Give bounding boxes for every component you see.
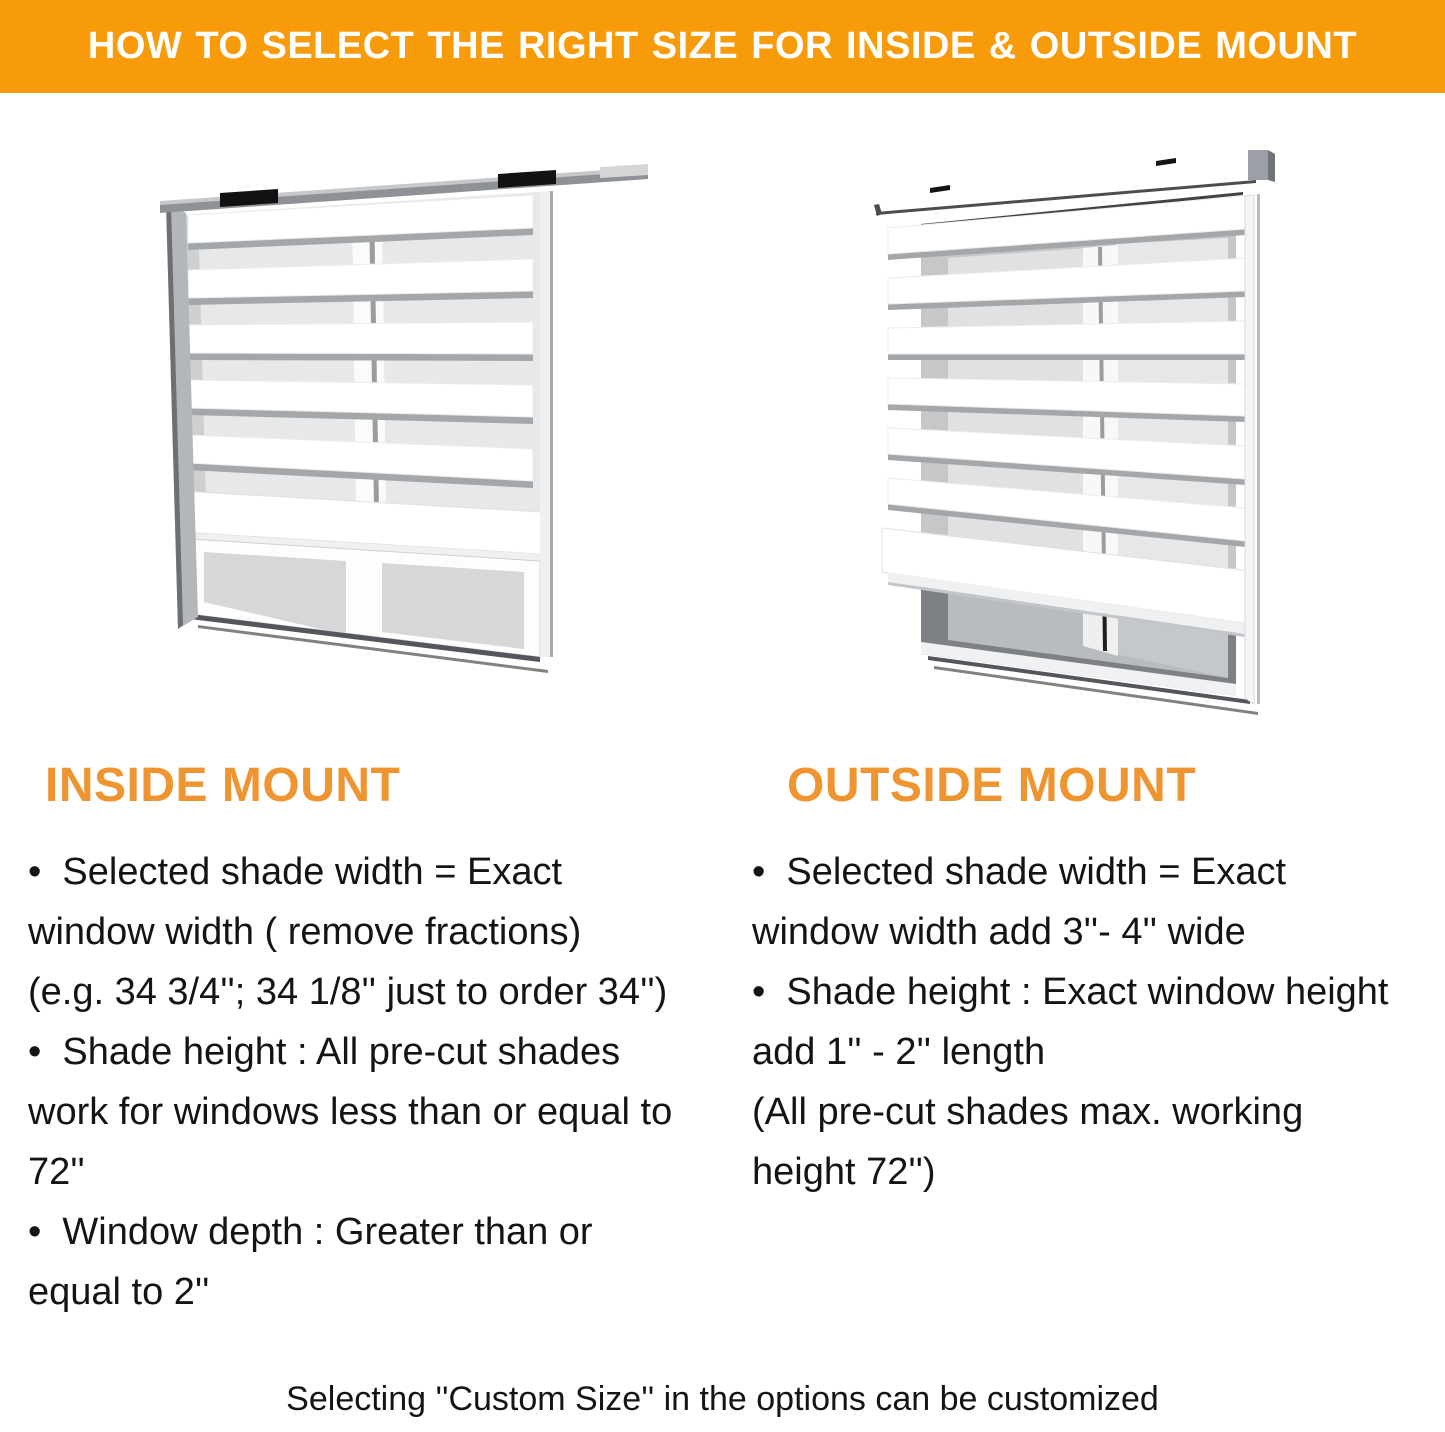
outside-mount-window-drawing: [868, 148, 1323, 748]
text-line: window width add 3''- 4'' wide: [752, 911, 1246, 953]
banner: [0, 0, 1445, 93]
shade-side-rail: [1245, 194, 1260, 704]
text-line: • Window depth : Greater than or: [28, 1211, 593, 1253]
text-line: window width ( remove fractions): [28, 911, 582, 953]
inside-mount-illustration: [140, 155, 670, 745]
text-line: • Selected shade width = Exact: [28, 851, 563, 893]
text-line: • Selected shade width = Exact: [752, 851, 1287, 893]
text-line: (All pre-cut shades max. working: [752, 1091, 1304, 1133]
window-lower-section: [190, 539, 548, 673]
custom-size-note: Selecting ''Custom Size'' in the options can be customized: [286, 1380, 1159, 1418]
inside-mount-heading: INSIDE MOUNT: [45, 759, 401, 812]
mounting-bracket: [1248, 150, 1268, 180]
text-line: (e.g. 34 3/4''; 34 1/8'' just to order 34''): [28, 971, 668, 1013]
window-right-edge: [540, 191, 553, 657]
inside-mount-window-drawing: [140, 155, 670, 745]
outside-mount-heading: OUTSIDE MOUNT: [787, 759, 1197, 812]
inside-mount-instructions: [28, 842, 708, 1322]
text-line: add 1'' - 2'' length: [752, 1031, 1046, 1073]
text-line: 72'': [28, 1151, 85, 1193]
screw: [930, 185, 950, 193]
text-line: equal to 2'': [28, 1271, 210, 1313]
text-line: height 72''): [752, 1151, 936, 1193]
text-line: • Shade height : Exact window height: [752, 971, 1389, 1013]
outside-mount-illustration: [868, 148, 1323, 748]
text-line: work for windows less than or equal to: [28, 1091, 673, 1133]
screw: [1156, 158, 1176, 166]
outside-mount-instructions: [752, 842, 1445, 1202]
banner-title: HOW TO SELECT THE RIGHT SIZE FOR INSIDE & OUTSIDE MOUNT: [87, 25, 1358, 67]
text-line: • Shade height : All pre-cut shades: [28, 1031, 621, 1073]
